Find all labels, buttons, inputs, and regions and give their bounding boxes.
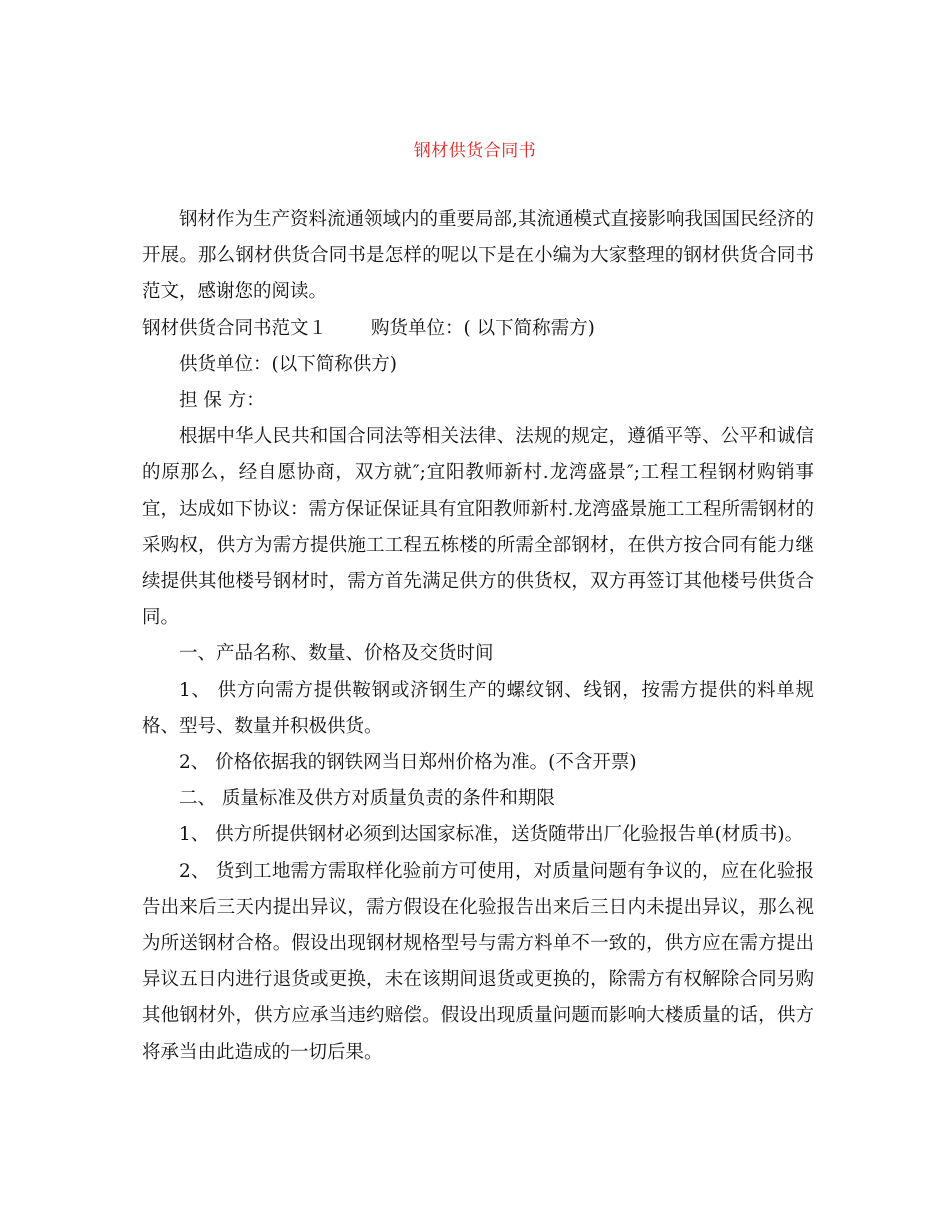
section-heading-2: 二、 质量标准及供方对质量负责的条件和期限 <box>179 788 555 810</box>
section-heading-1: 一、产品名称、数量、价格及交货时间 <box>179 643 494 665</box>
buyer-unit: 购货单位：( 以下简称需方) <box>371 317 595 339</box>
clause-2-2: 2、 货到工地需方需取样化验前方可使用，对质量问题有争议的，应在化验报告出来后三天内提出异议，需方假设在化验报告出来后三日内未提出异议，那么视为所送钢材合格。假设出现钢材规格型号与需方料单不一致的，供方应在需方提出异议五日内进行退货或更换，未在该期间退货或更换的，除需方有权解除合同另购其他钢材外，供方应承当违约赔偿。假设出现质量问题而影响大楼质量的话，供方将承当由此造成的一切后果。 <box>142 860 814 1063</box>
clause-2-1: 1、 供方所提供钢材必须到达国家标准，送货随带出厂化验报告单(材质书)。 <box>179 824 804 846</box>
document-body <box>142 202 814 1071</box>
intro-paragraph: 钢材作为生产资料流通领域内的重要局部,其流通模式直接影响我国国民经济的开展。那么钢材供货合同书是怎样的呢以下是在小编为大家整理的钢材供货合同书范文，感谢您的阅读。 <box>142 209 814 303</box>
sample-label: 钢材供货合同书范文１ <box>142 317 328 339</box>
sample-heading-line <box>142 311 814 347</box>
supplier-unit: 供货单位：(以下简称供方) <box>179 353 397 375</box>
document-title: 钢材供货合同书 <box>413 141 537 161</box>
agreement-paragraph: 根据中华人民共和国合同法等相关法律、法规的规定，遵循平等、公平和诚信的原那么，经自愿协商，双方就″;宜阳教师新村.龙湾盛景″;工程工程钢材购销事宜，达成如下协议：需方保证保证具有宜阳教师新村.龙湾盛景施工工程所需钢材的采购权，供方为需方提供施工工程五栋楼的所需全部钢材，在供方按合同有能力继续提供其他楼号钢材时，需方首先满足供方的供货权，双方再签订其他楼号供货合同。 <box>142 426 814 629</box>
guarantor: 担 保 方： <box>179 390 265 412</box>
clause-1-2: 2、 价格依据我的钢铁网当日郑州价格为准。(不含开票) <box>179 752 637 774</box>
clause-1-1: 1、 供方向需方提供鞍钢或济钢生产的螺纹钢、线钢，按需方提供的料单规格、型号、数量并积极供货。 <box>142 679 814 737</box>
